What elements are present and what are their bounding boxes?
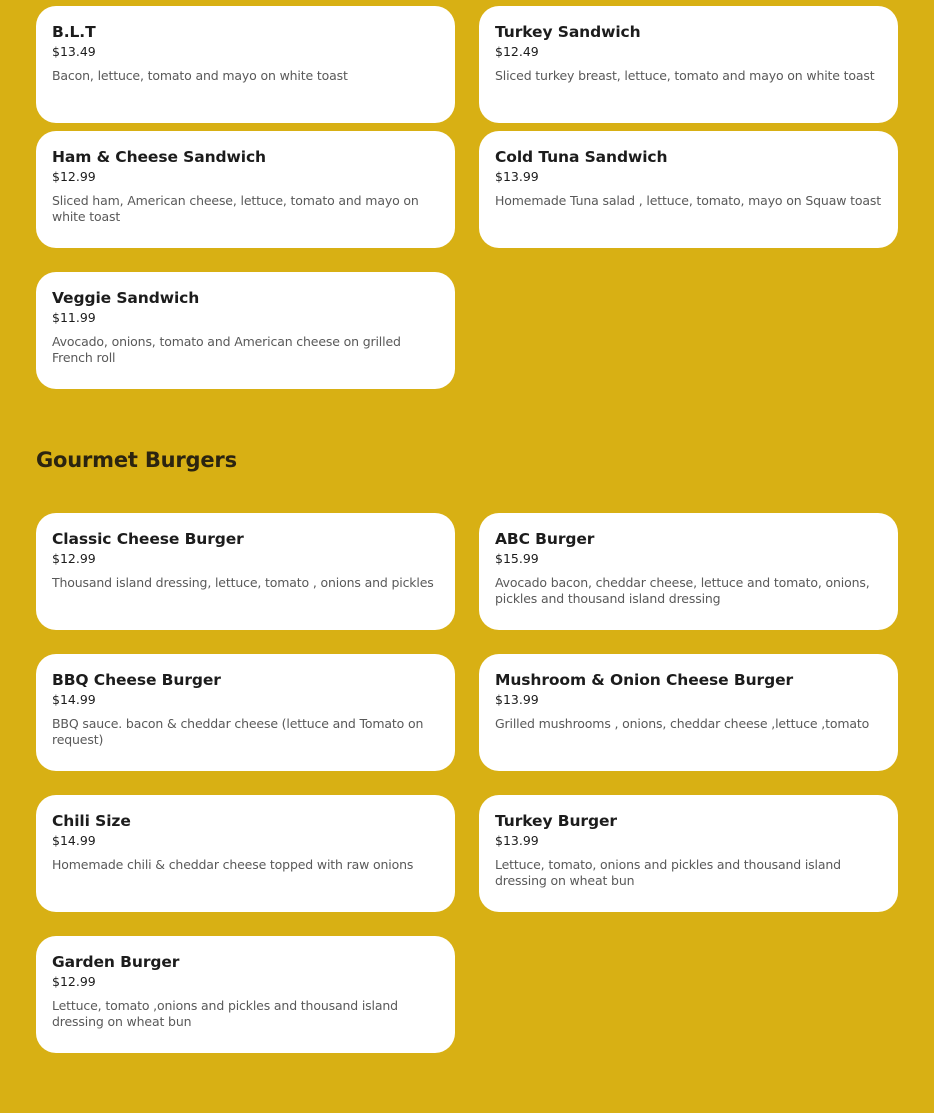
menu-item-card[interactable] xyxy=(479,513,898,630)
item-name: Cold Tuna Sandwich xyxy=(495,148,668,166)
item-name: Ham & Cheese Sandwich xyxy=(52,148,266,166)
item-description: Avocado, onions, tomato and American cheese on grilled French roll xyxy=(52,334,401,365)
item-name: B.L.T xyxy=(52,23,96,41)
item-price: $12.49 xyxy=(495,44,539,59)
item-price: $12.99 xyxy=(52,169,96,184)
item-price: $15.99 xyxy=(495,551,539,566)
item-description: Lettuce, tomato, onions and pickles and thousand island dressing on wheat bun xyxy=(495,857,841,888)
section-title-gourmet-burgers: Gourmet Burgers xyxy=(36,448,237,472)
item-price: $13.99 xyxy=(495,833,539,848)
item-description: BBQ sauce. bacon & cheddar cheese (lettuce and Tomato on request) xyxy=(52,716,424,747)
menu-item-card[interactable] xyxy=(479,795,898,912)
item-price: $14.99 xyxy=(52,692,96,707)
menu-item-card[interactable] xyxy=(36,6,455,123)
item-name: Mushroom & Onion Cheese Burger xyxy=(495,671,794,689)
item-name: Classic Cheese Burger xyxy=(52,530,244,548)
menu-item-card[interactable] xyxy=(36,131,455,248)
menu-item-card[interactable] xyxy=(36,936,455,1053)
item-description: Homemade Tuna salad , lettuce, tomato, mayo on Squaw toast xyxy=(495,193,881,208)
item-description: Homemade chili & cheddar cheese topped with raw onions xyxy=(52,857,414,872)
item-price: $13.99 xyxy=(495,692,539,707)
item-description: Grilled mushrooms , onions, cheddar cheese ,lettuce ,tomato xyxy=(495,716,870,731)
item-price: $14.99 xyxy=(52,833,96,848)
item-price: $13.49 xyxy=(52,44,96,59)
item-description: Thousand island dressing, lettuce, tomato , onions and pickles xyxy=(52,575,434,590)
item-name: Chili Size xyxy=(52,812,131,830)
item-name: Veggie Sandwich xyxy=(52,289,200,307)
item-description: Avocado bacon, cheddar cheese, lettuce and tomato, onions, pickles and thousand island dressing xyxy=(495,575,870,606)
menu-item-card[interactable] xyxy=(479,6,898,123)
menu-item-card[interactable] xyxy=(36,513,455,630)
menu-item-card[interactable] xyxy=(36,272,455,389)
item-price: $12.99 xyxy=(52,551,96,566)
item-name: Garden Burger xyxy=(52,953,180,971)
item-name: Turkey Sandwich xyxy=(495,23,641,41)
item-description: Bacon, lettuce, tomato and mayo on white toast xyxy=(52,68,348,83)
menu-item-card[interactable] xyxy=(36,654,455,771)
item-description: Sliced turkey breast, lettuce, tomato and mayo on white toast xyxy=(495,68,875,83)
menu-item-card[interactable] xyxy=(36,795,455,912)
menu-item-card[interactable] xyxy=(479,131,898,248)
item-description: Sliced ham, American cheese, lettuce, tomato and mayo on white toast xyxy=(52,193,419,224)
item-name: ABC Burger xyxy=(495,530,595,548)
item-price: $11.99 xyxy=(52,310,96,325)
item-name: Turkey Burger xyxy=(495,812,617,830)
item-price: $12.99 xyxy=(52,974,96,989)
item-description: Lettuce, tomato ,onions and pickles and thousand island dressing on wheat bun xyxy=(52,998,398,1029)
item-name: BBQ Cheese Burger xyxy=(52,671,221,689)
item-price: $13.99 xyxy=(495,169,539,184)
menu-item-card[interactable] xyxy=(479,654,898,771)
